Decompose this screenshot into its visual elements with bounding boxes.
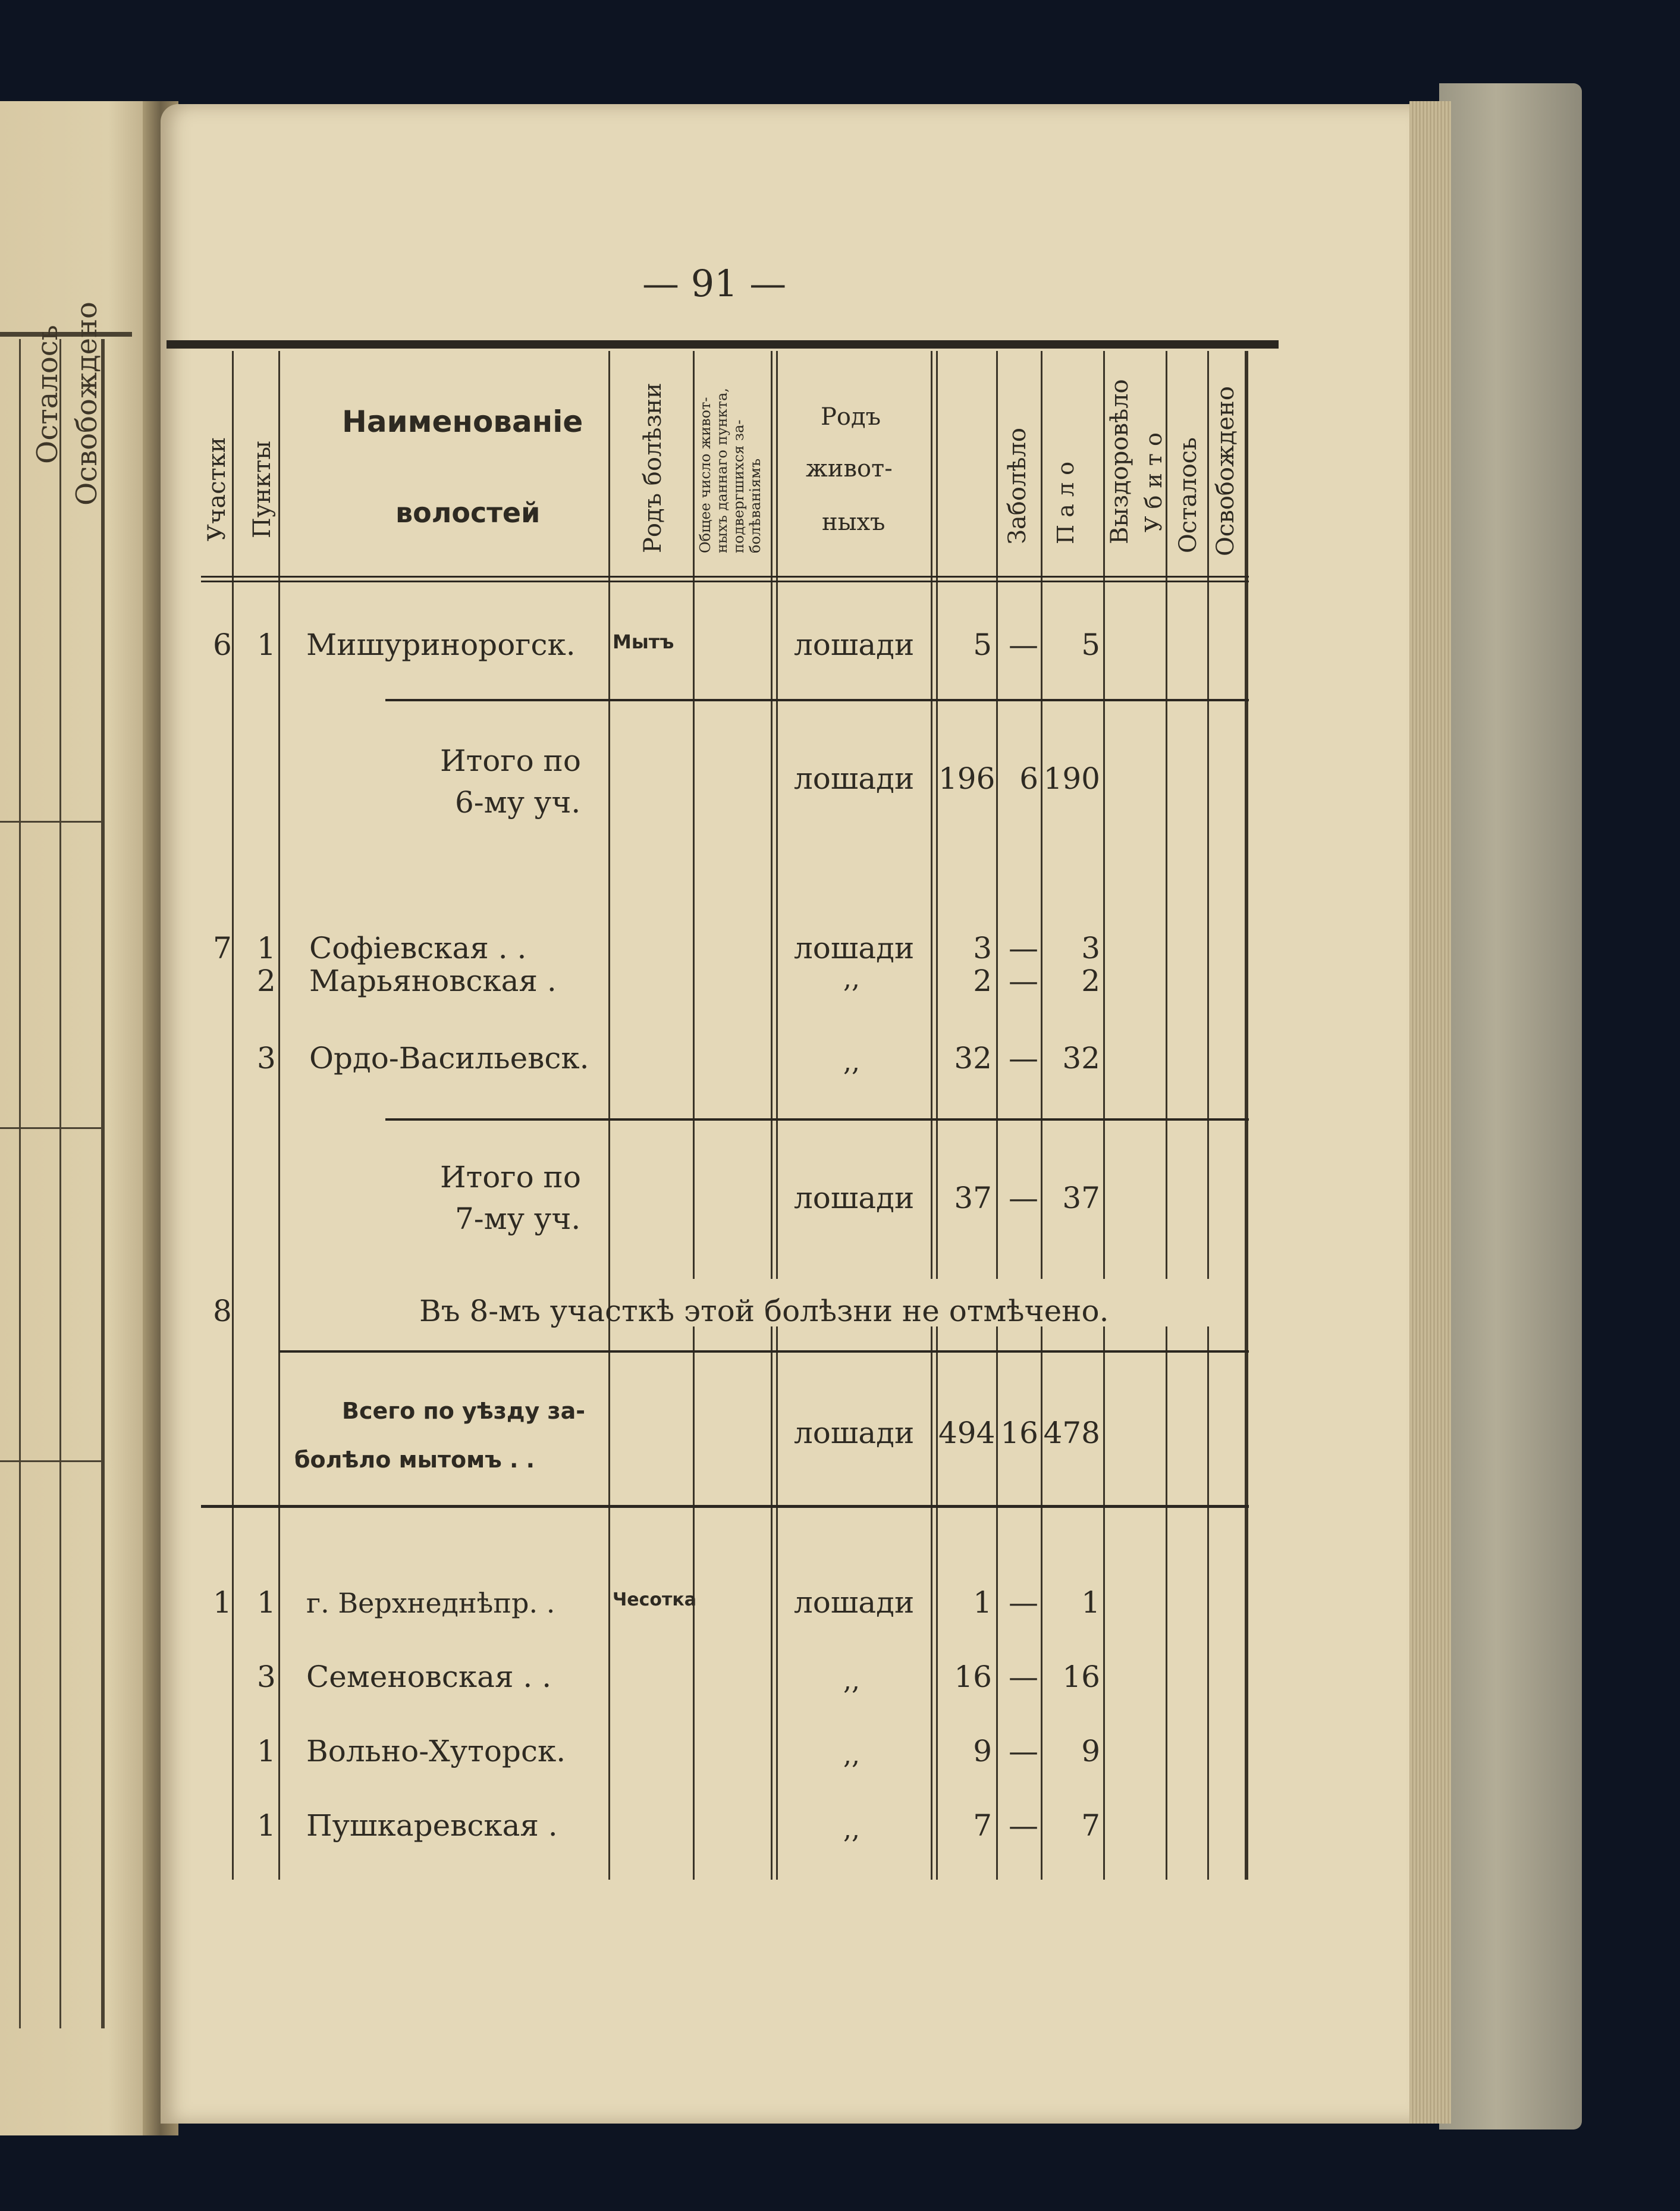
- table-top-rule: [167, 340, 1279, 349]
- row-3-animal: лошади: [794, 931, 915, 965]
- row-6-vyzdorovelo: 37: [1062, 1181, 1100, 1215]
- section-rule: [201, 1505, 1249, 1508]
- row-6-animal: лошади: [794, 1181, 915, 1215]
- row-5-animal: ,,: [843, 1047, 860, 1077]
- header-rod-zhivot-2: живот-: [806, 455, 893, 482]
- row-12-palo: —: [1009, 1808, 1038, 1843]
- header-naimenovanie-1: Наименованіе: [342, 404, 583, 439]
- row-2-animal: лошади: [794, 761, 915, 796]
- row-9-uch: 1: [213, 1585, 232, 1620]
- row-5-name: Ордо-Васильевск.: [309, 1041, 589, 1075]
- row-12-zabolelo: 7: [973, 1808, 992, 1843]
- row-1-palo: —: [1009, 628, 1038, 662]
- row-11-palo: —: [1009, 1734, 1038, 1768]
- header-punkty: Пункты: [249, 440, 276, 538]
- row-3-punkt: 1: [257, 931, 276, 965]
- row-8-palo: 16: [1000, 1416, 1038, 1450]
- row-rule: [385, 1118, 1249, 1121]
- row-9-palo: —: [1009, 1585, 1038, 1620]
- row-9-animal: лошади: [794, 1585, 915, 1620]
- row-1-uch: 6: [213, 628, 232, 662]
- row-4-palo: —: [1009, 964, 1038, 998]
- header-rod-bolezni: Родъ болѣзни: [639, 382, 667, 553]
- row-1-punkt: 1: [257, 628, 276, 662]
- row-9-punkt: 1: [257, 1585, 276, 1620]
- row-9-vyzdorovelo: 1: [1081, 1585, 1100, 1620]
- row-12-animal: ,,: [843, 1814, 860, 1845]
- row-rule: [385, 699, 1249, 701]
- row-10-name: Семеновская . .: [306, 1660, 552, 1694]
- header-obshchee-1: Общее число живот-: [697, 397, 714, 553]
- row-1-animal: лошади: [794, 628, 915, 662]
- row-11-animal: ,,: [843, 1740, 860, 1770]
- row-10-palo: —: [1009, 1660, 1038, 1694]
- row-10-punkt: 3: [257, 1660, 276, 1694]
- row-rule: [280, 1350, 1249, 1353]
- header-obshchee-3: подвергшихся за-: [730, 419, 747, 553]
- header-rod-zhivot-1: Родъ: [821, 403, 881, 431]
- row-7-note: Въ 8-мъ участкѣ этой болѣзни не отмѣчено.: [419, 1294, 1109, 1328]
- header-obshchee-2: ныхъ даннаго пункта,: [714, 388, 730, 553]
- row-11-name: Вольно-Хуторск.: [306, 1734, 566, 1768]
- row-6-palo: —: [1009, 1181, 1038, 1215]
- row-12-punkt: 1: [257, 1808, 276, 1843]
- header-uchastki: Участки: [203, 437, 231, 541]
- row-9-name: г. Верхнеднѣпр. .: [306, 1587, 555, 1619]
- header-obshchee-4: болѣваніямъ: [747, 458, 764, 553]
- row-3-zabolelo: 3: [973, 931, 992, 965]
- row-6-name-2: 7-му уч.: [455, 1202, 581, 1236]
- row-3-uch: 7: [213, 931, 232, 965]
- row-11-vyzdorovelo: 9: [1081, 1734, 1100, 1768]
- row-10-zabolelo: 16: [954, 1660, 992, 1694]
- row-4-name: Марьяновская .: [309, 964, 557, 998]
- row-3-name: Софіевская . .: [309, 931, 527, 965]
- row-2-name-2: 6-му уч.: [455, 785, 581, 820]
- row-6-name-1: Итого по: [440, 1160, 581, 1194]
- row-8-vyzdorovelo: 478: [1043, 1416, 1100, 1450]
- row-5-palo: —: [1009, 1041, 1038, 1075]
- page-number: — 91 —: [642, 262, 787, 305]
- row-5-punkt: 3: [257, 1041, 276, 1075]
- header-rod-zhivot-3: ныхъ: [822, 509, 885, 536]
- row-4-zabolelo: 2: [973, 964, 992, 998]
- header-vyzdorovelo: Выздоровѣло: [1106, 379, 1133, 544]
- row-8-name-1: Всего по уѣзду за-: [342, 1398, 586, 1424]
- row-8-zabolelo: 494: [938, 1416, 996, 1450]
- header-naimenovanie-2: волостей: [395, 497, 541, 529]
- left-header-ostalos: Осталось: [31, 325, 64, 464]
- row-9-disease: Чесотка: [613, 1589, 696, 1610]
- header-zabolelo: Заболѣло: [1004, 428, 1031, 544]
- row-6-zabolelo: 37: [954, 1181, 992, 1215]
- header-bottom-rule: [201, 576, 1249, 578]
- row-3-vyzdorovelo: 3: [1081, 931, 1100, 965]
- row-3-palo: —: [1009, 931, 1038, 965]
- row-2-zabolelo: 196: [938, 761, 996, 796]
- row-8-animal: лошади: [794, 1416, 915, 1450]
- row-11-punkt: 1: [257, 1734, 276, 1768]
- row-1-zabolelo: 5: [973, 628, 992, 662]
- row-10-vyzdorovelo: 16: [1062, 1660, 1100, 1694]
- header-bottom-rule-double: [201, 581, 1249, 582]
- header-ubito: У б и т о: [1141, 432, 1167, 532]
- row-2-name-1: Итого по: [440, 744, 581, 778]
- row-1-vyzdorovelo: 5: [1081, 628, 1100, 662]
- row-1-name: Мишуринорогск.: [306, 628, 576, 662]
- row-2-vyzdorovelo: 190: [1043, 761, 1100, 796]
- header-osvobozhdeno: Освобождено: [1212, 386, 1239, 556]
- row-11-zabolelo: 9: [973, 1734, 992, 1768]
- row-7-uch: 8: [213, 1294, 232, 1328]
- left-header-osvobozhdeno: Освобождено: [70, 302, 103, 506]
- row-5-vyzdorovelo: 32: [1062, 1041, 1100, 1075]
- row-12-name: Пушкаревская .: [306, 1808, 558, 1843]
- header-ostalos: Осталось: [1175, 437, 1202, 553]
- row-8-name-2: болѣло мытомъ . .: [294, 1447, 535, 1473]
- row-4-punkt: 2: [257, 964, 276, 998]
- row-5-zabolelo: 32: [954, 1041, 992, 1075]
- row-4-animal: ,,: [843, 964, 860, 994]
- row-9-zabolelo: 1: [973, 1585, 992, 1620]
- row-12-vyzdorovelo: 7: [1081, 1808, 1100, 1843]
- row-2-palo: 6: [1019, 761, 1038, 796]
- row-4-vyzdorovelo: 2: [1081, 964, 1100, 998]
- header-palo: П а л о: [1053, 461, 1079, 544]
- row-1-disease: Мытъ: [613, 631, 674, 653]
- row-10-animal: ,,: [843, 1666, 860, 1696]
